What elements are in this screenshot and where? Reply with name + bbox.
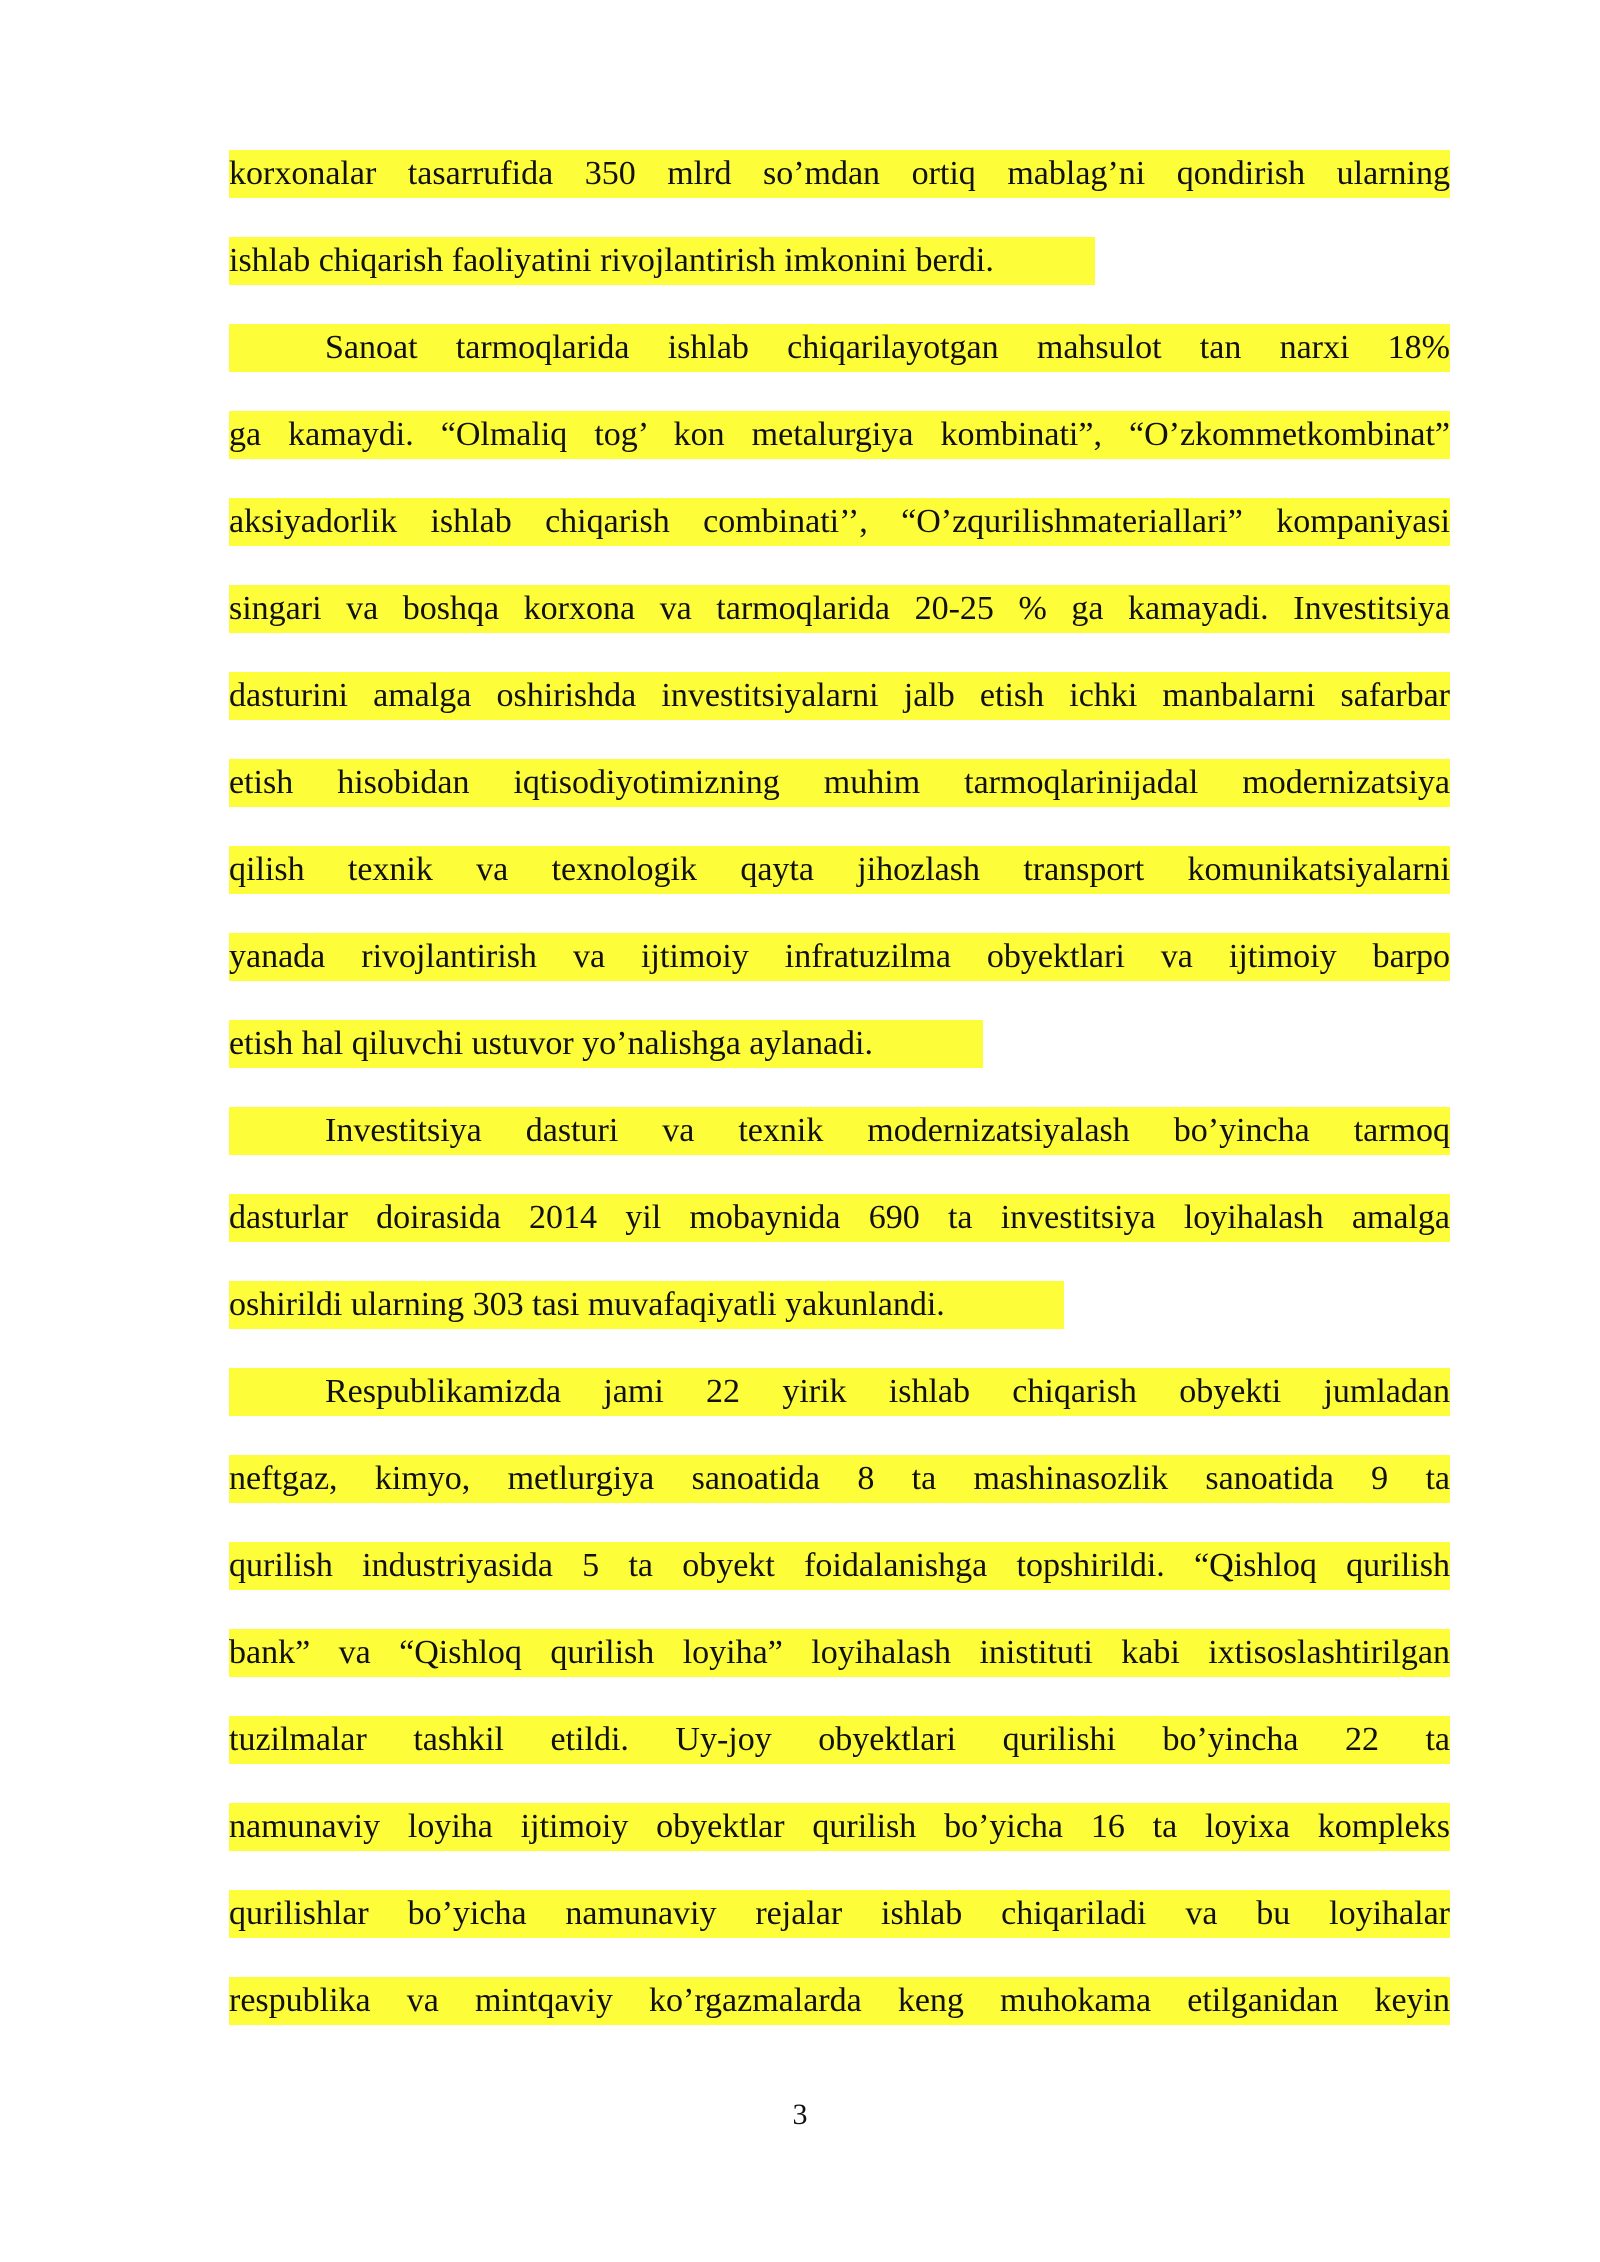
text-line [229, 1279, 1450, 1366]
text-line [229, 1105, 1450, 1192]
text-line [229, 1801, 1450, 1888]
text-line [229, 1366, 1450, 1453]
text-line [229, 148, 1450, 235]
page-number: 3 [792, 2098, 808, 2131]
text-line [229, 235, 1450, 322]
text-line [229, 844, 1450, 931]
text-line [229, 409, 1450, 496]
text-line [229, 322, 1450, 409]
text-line [229, 1192, 1450, 1279]
line-text: qurilish industriyasida 5 ta obyekt foidalanishga topshirildi. “Qishloq qurilish [229, 1547, 1450, 1584]
text-line [229, 496, 1450, 583]
line-text: yanada rivojlantirish va ijtimoiy infratuzilma obyektlari va ijtimoiy barpo [229, 938, 1450, 975]
text-line [229, 1888, 1450, 1975]
text-line [229, 757, 1450, 844]
line-text: respublika va mintqaviy ko’rgazmalarda keng muhokama etilganidan keyin [229, 1982, 1450, 2019]
line-text: Respublikamizda jami 22 yirik ishlab chiqarish obyekti jumladan [325, 1373, 1450, 1410]
text-line [229, 1714, 1450, 1801]
text-line [229, 1018, 1450, 1105]
line-text: Sanoat tarmoqlarida ishlab chiqarilayotgan mahsulot tan narxi 18% [325, 329, 1450, 366]
line-text: dasturini amalga oshirishda investitsiyalarni jalb etish ichki manbalarni safarbar [229, 677, 1450, 714]
line-text: korxonalar tasarrufida 350 mlrd so’mdan ortiq mablag’ni qondirish ularning [229, 155, 1450, 192]
line-text: bank” va “Qishloq qurilish loyiha” loyihalash inistituti kabi ixtisoslashtirilgan [229, 1634, 1450, 1671]
text-line [229, 1540, 1450, 1627]
body-text [229, 148, 1450, 2062]
line-text: qilish texnik va texnologik qayta jihozlash transport komunikatsiyalarni [229, 851, 1450, 888]
line-text: tuzilmalar tashkil etildi. Uy-joy obyektlari qurilishi bo’yincha 22 ta [229, 1721, 1450, 1758]
line-text: aksiyadorlik ishlab chiqarish combinati’’, “O’zqurilishmateriallari” kompaniyasi [229, 503, 1450, 540]
text-line [229, 1453, 1450, 1540]
line-text: oshirildi ularning 303 tasi muvafaqiyatli yakunlandi. [229, 1286, 945, 1323]
line-text: ga kamaydi. “Olmaliq tog’ kon metalurgiya kombinati”, “O’zkommetkombinat” [229, 416, 1450, 453]
text-line [229, 670, 1450, 757]
text-line [229, 583, 1450, 670]
line-text: namunaviy loyiha ijtimoiy obyektlar qurilish bo’yicha 16 ta loyixa kompleks [229, 1808, 1450, 1845]
text-line [229, 1627, 1450, 1714]
line-text: singari va boshqa korxona va tarmoqlarida 20-25 % ga kamayadi. Investitsiya [229, 590, 1450, 627]
line-text: ishlab chiqarish faoliyatini rivojlantirish imkonini berdi. [229, 242, 994, 279]
line-text: neftgaz, kimyo, metlurgiya sanoatida 8 ta mashinasozlik sanoatida 9 ta [229, 1460, 1450, 1497]
line-text: Investitsiya dasturi va texnik modernizatsiyalash bo’yincha tarmoq [325, 1112, 1450, 1149]
line-text: etish hal qiluvchi ustuvor yo’nalishga aylanadi. [229, 1025, 873, 1062]
line-text: etish hisobidan iqtisodiyotimizning muhim tarmoqlarinijadal modernizatsiya [229, 764, 1450, 801]
text-line [229, 1975, 1450, 2062]
line-text: qurilishlar bo’yicha namunaviy rejalar ishlab chiqariladi va bu loyihalar [229, 1895, 1450, 1932]
text-line [229, 931, 1450, 1018]
line-text: dasturlar doirasida 2014 yil mobaynida 690 ta investitsiya loyihalash amalga [229, 1199, 1450, 1236]
